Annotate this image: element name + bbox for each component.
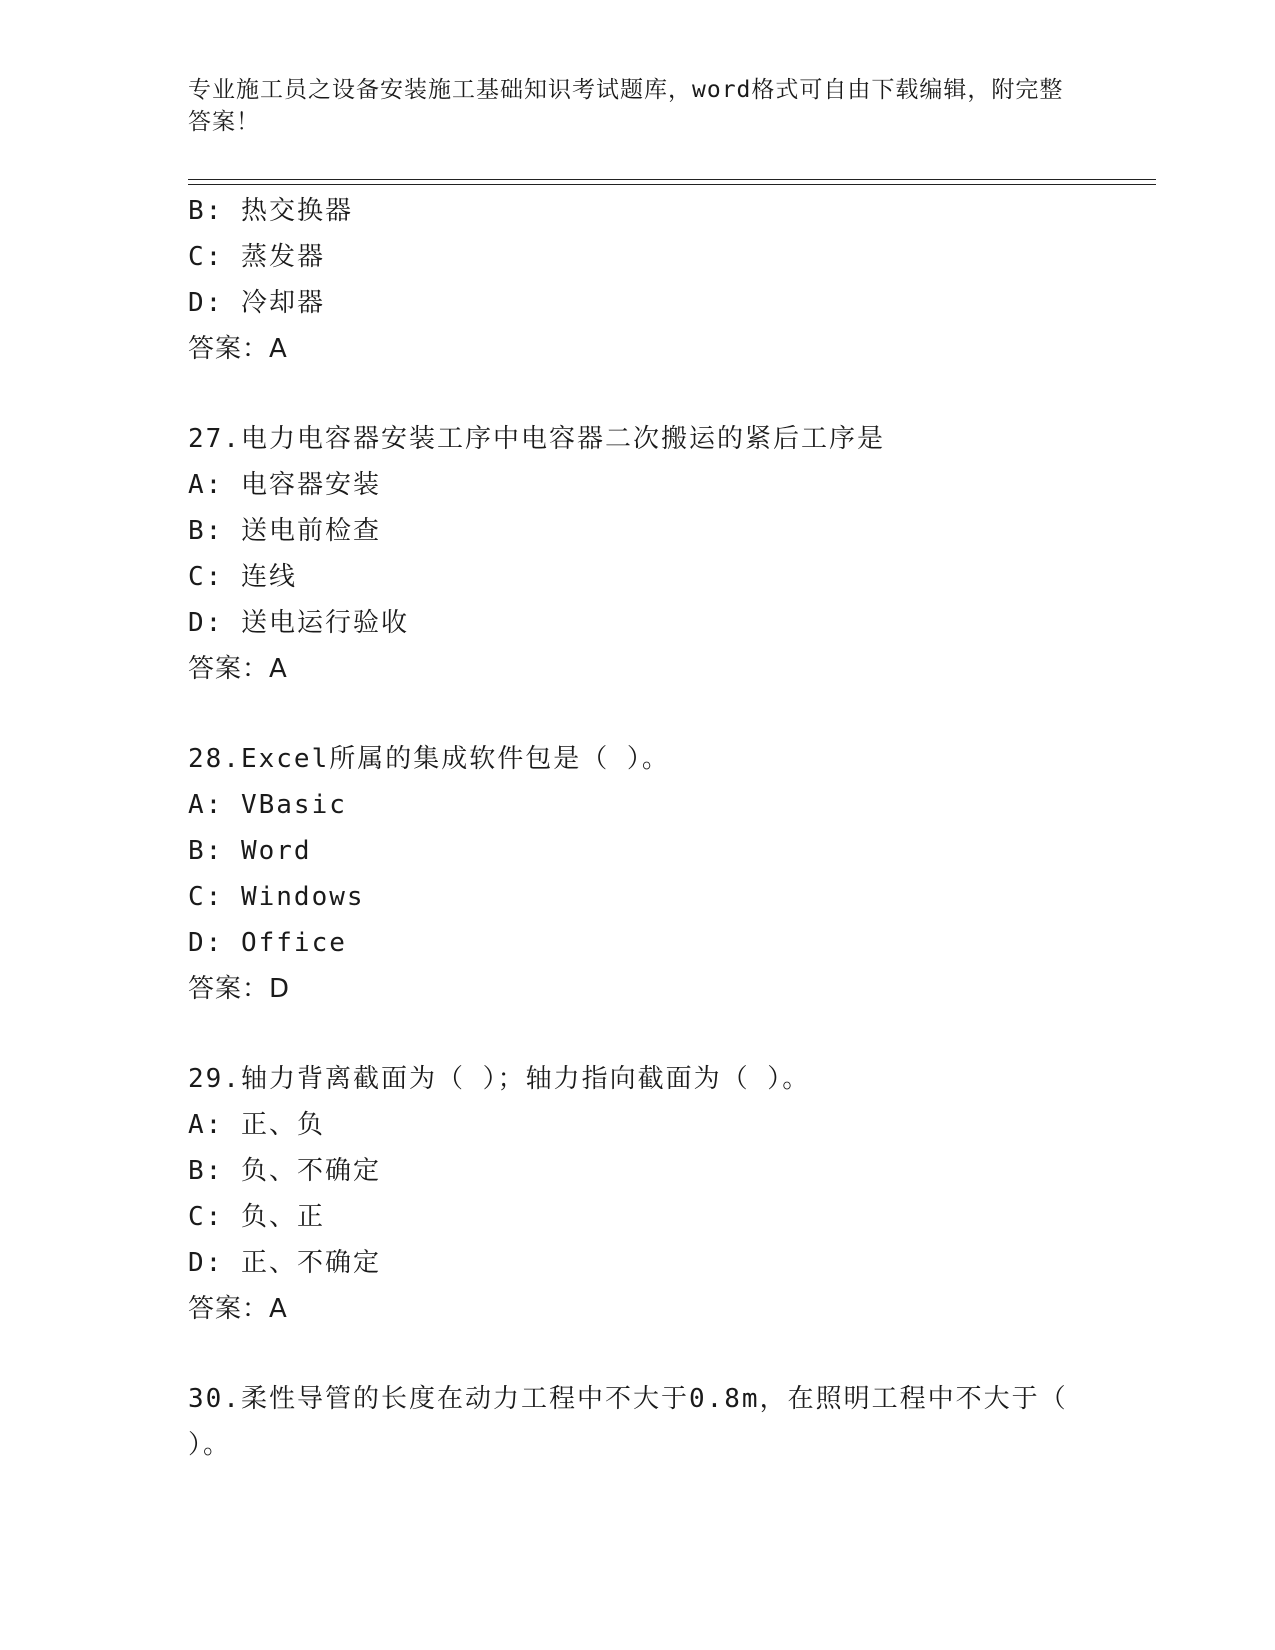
option-a: A: 正、负 (188, 1110, 325, 1140)
question-stem: 28.Excel所属的集成软件包是（ ）。 (188, 744, 670, 774)
answer: 答案：D (188, 974, 291, 1004)
answer: 答案：A (188, 654, 288, 684)
option-a: A: VBasic (188, 790, 347, 820)
question-29 (188, 1056, 1148, 1332)
question-list (188, 188, 1148, 1468)
option-b: B: 负、不确定 (188, 1156, 381, 1186)
question-28 (188, 736, 1148, 1012)
header-divider-bottom (188, 184, 1156, 185)
option-b: B: 热交换器 (188, 196, 353, 226)
option-d: D: Office (188, 928, 347, 958)
answer: 答案：A (188, 334, 288, 364)
option-d: D: 送电运行验收 (188, 608, 409, 638)
option-b: B: 送电前检查 (188, 516, 381, 546)
option-d: D: 正、不确定 (188, 1248, 381, 1278)
option-b: B: Word (188, 836, 312, 866)
question-26-partial (188, 188, 1148, 372)
document-header: 专业施工员之设备安装施工基础知识考试题库，word格式可自由下载编辑，附完整答案！ (188, 77, 1064, 135)
question-stem: 29.轴力背离截面为（ ）；轴力指向截面为（ ）。 (188, 1064, 811, 1094)
header-divider-top (188, 179, 1156, 180)
question-stem: 30.柔性导管的长度在动力工程中不大于0.8m，在照明工程中不大于（ ）。 (188, 1384, 1068, 1460)
option-c: C: 负、正 (188, 1202, 325, 1232)
question-stem: 27.电力电容器安装工序中电容器二次搬运的紧后工序是 (188, 424, 885, 454)
answer: 答案：A (188, 1294, 288, 1324)
option-c: C: Windows (188, 882, 365, 912)
question-27 (188, 416, 1148, 692)
option-c: C: 蒸发器 (188, 242, 325, 272)
option-d: D: 冷却器 (188, 288, 325, 318)
option-a: A: 电容器安装 (188, 470, 381, 500)
question-30 (188, 1376, 1148, 1468)
option-c: C: 连线 (188, 562, 297, 592)
